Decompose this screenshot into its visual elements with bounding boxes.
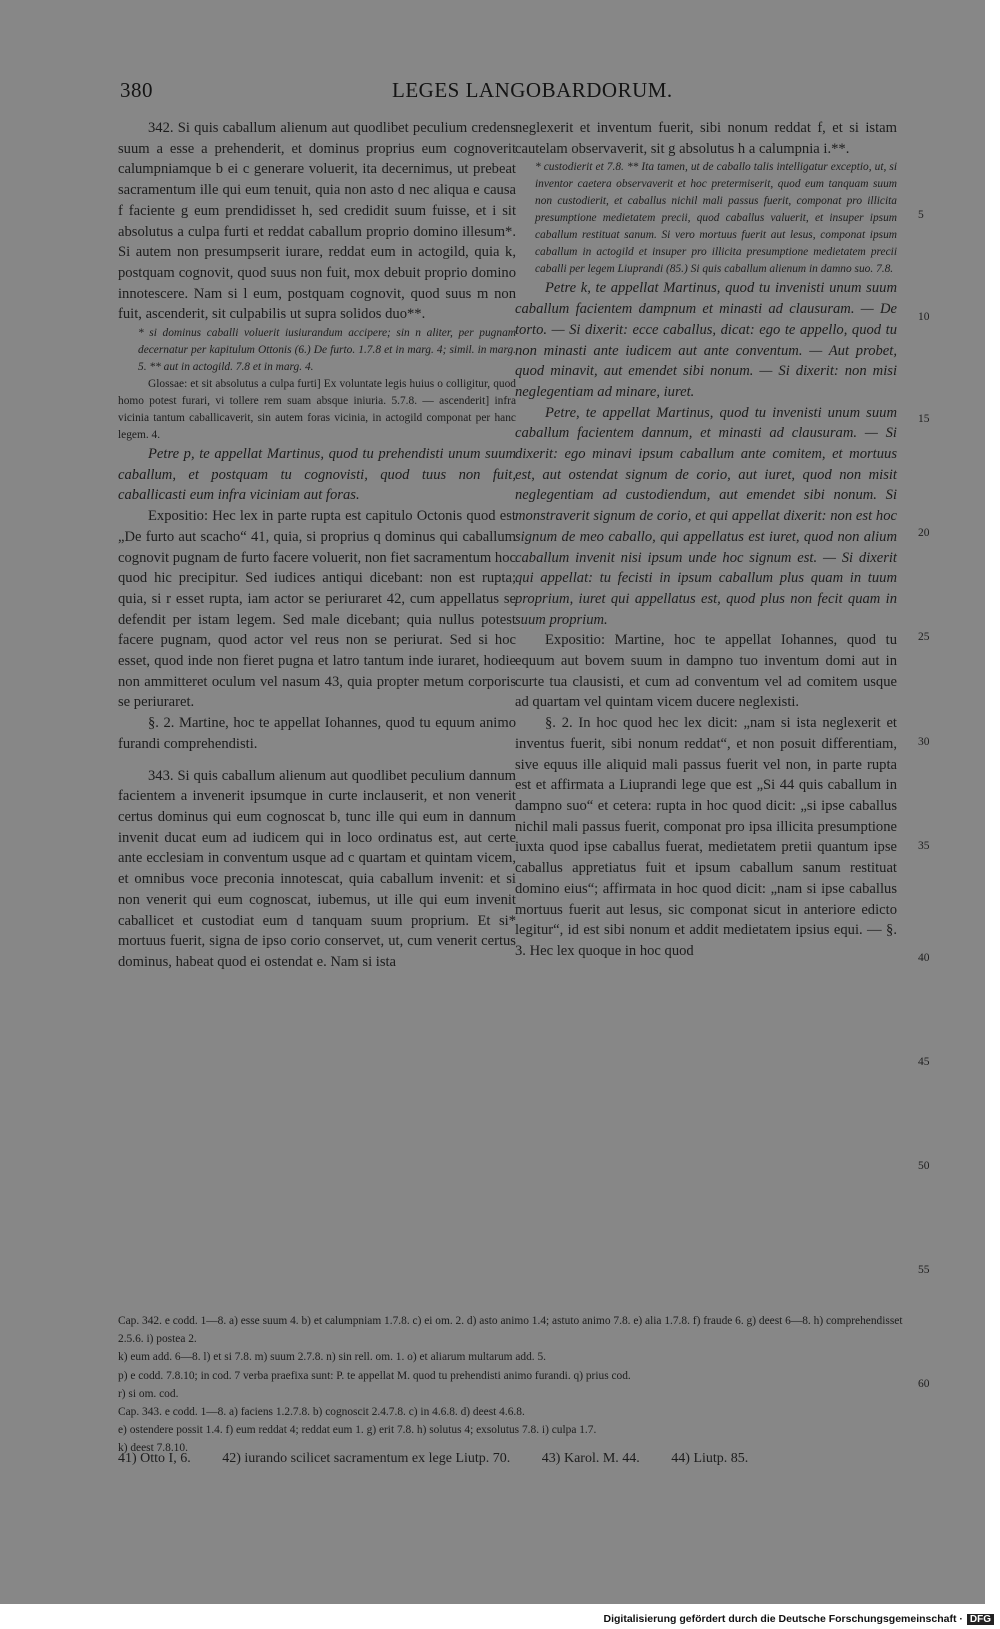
right-column <box>515 118 897 962</box>
section-2-right: §. 2. In hoc quod hec lex dicit: „nam si ista neglexerit et inventus fuerit, sibi nonum reddat“, et non posuit differentiam, sive equus ille aliquid mali passus fuerit vel non, in parte rupta est et affirmata a Liuprandi lege que est „Si 44 quis caballum in dampno suo“ et cetera: rupta in hoc quod dicit: „si ipse caballus nichil mali passus fuerit, componat pro ipsa illicita presumptione iuxta quod ipse caballus fuerat, medietatem pretii quantum ipse caballus appretiatus fuit et ipsum caballum sanum restituat domino eius“; affirmata in hoc quod dicit: „nam si ipse caballus mortuus fuerit aut lesus, sic componat sicut in anteriore edicto legitur“, id est sibi nonum et addit medietatem ipsius equi. — §. 3. Hec lex quoque in hoc quod <box>515 715 897 959</box>
apparatus-line: Cap. 343. e codd. 1—8. a) faciens 1.2.7.8. b) cognoscit 2.4.7.8. c) in 4.6.8. d) deest 4.6.8. <box>118 1406 525 1419</box>
line-number: 60 <box>918 1378 930 1390</box>
line-number: 20 <box>918 527 930 539</box>
line-number: 25 <box>918 631 930 643</box>
chapter-342-text: 342. Si quis caballum alienum aut quodlibet peculium credens suum a esse a prehenderit, et dominus proprius eum cognoverit calumpniamque b ei c generare voluerit, ita decernimus, ut prebeat sacramentum ille qui eum tenuit, quia non asto d nec aliqua e causa f faciente g eum prendidisset h, sed credidit suum fuisse, et i sit absolutus a culpa furti et reddat caballum proprio domino illesum*. Si autem non presumpserit iurare, reddat eum in actogild, quia k, postquam cognovit, quod suus non fuit, mox debuit proprio domino innotescere. Nam si l eum, postquam cognovit, quod suus m non fuit, ascenderit, sit culpabilis ut supra solidos duo**. <box>118 120 516 323</box>
running-title: LEGES LANGOBARDORUM. <box>392 78 673 102</box>
footnotes <box>118 1451 776 1467</box>
footnote: 43) Karol. M. 44. <box>541 1451 640 1466</box>
chapter-343-continued: neglexerit et inventum fuerit, sibi nonum reddat f, et si istam cautelam observaverit, sit g absolutus h a calumpnia i.**. <box>515 120 897 157</box>
note-342: * si dominus caballi voluerit iusiurandum accipere; sin n aliter, per pugnam decernatur per kapitulum Ottonis (6.) De furto. 1.7.8 et in marg. 4; simil. in marg. 5. ** aut in actogild. 7.8 et in marg. 4. <box>138 327 516 374</box>
apparatus-line: k) deest 7.8.10. <box>118 1442 188 1455</box>
critical-apparatus <box>118 1312 926 1458</box>
line-number: 5 <box>918 209 924 221</box>
digitization-credit <box>604 1613 995 1625</box>
footnote: 44) Liutp. 85. <box>671 1451 749 1466</box>
expositio: Expositio: Hec lex in parte rupta est capitulo Octonis quod est „De furto aut scacho“ 41, quia, si proprius q dominus qui caballum cognovit pugnam de furto facere voluerit, non fiet sacramentum hoc quod hic precipitur. Sed iudices antiqui dicebant: non est rupta; quia, si r esset rupta, iam actor se periuraret 42, cum appellatus se defendit per istam legem. Sed male dicebant; quia nullus potest facere pugnam, quod actor vel reus non se periurat. Sed si hoc esset, quod inde non fieret pugna et latro tantum inde iuraret, hodie non ammitteret oculum vel nasum 43, quia propter metum corporis se periuraret. <box>118 508 516 711</box>
line-number: 45 <box>918 1056 930 1068</box>
expositio-2: Expositio: Martine, hoc te appellat Iohannes, quod tu equum aut bovem suum in dampno tuo inventum domi aut in curte tua clausisti, et cum ad conventum vel ad comitem usque ad quartam vel quintam vicem ducere neglexisti. <box>515 632 897 711</box>
line-number: 40 <box>918 952 930 964</box>
page-number: 380 <box>120 78 153 102</box>
glossae: Glossae: et sit absolutus a culpa furti] Ex voluntate legis huius o colligitur, quod homo potest furari, vi tollere rem suam absque iniuria. 5.7.8. — ascenderit] infra vicinia tantum caballicaverit, sin autem foras vicinia, in actogild componat per hanc legem. 4. <box>118 378 516 442</box>
credit-text: Digitalisierung gefördert durch die Deutsche Forschungsgemeinschaft · <box>603 1613 963 1625</box>
left-column <box>118 118 516 973</box>
footnote: 42) iurando scilicet sacramentum ex lege Liutp. 70. <box>222 1451 511 1466</box>
line-number: 55 <box>918 1264 930 1276</box>
line-number: 35 <box>918 840 930 852</box>
footnote: 41) Otto I, 6. <box>118 1451 191 1466</box>
dfg-logo: DFG <box>967 1614 994 1625</box>
apparatus-line: Cap. 342. e codd. 1—8. a) esse suum 4. b) et calumpniam 1.7.8. c) ei om. 2. d) asto animo 1.4; astuto animo 7.8. e) alia 1.7.8. f) fraude 6. g) deest 6—8. h) comprehendisset 2.5.6. i) postea 2. <box>118 1315 903 1346</box>
line-number: 10 <box>918 311 930 323</box>
formula-petre-1: Petre k, te appellat Martinus, quod tu invenisti unum suum caballum facientem dampnum et minasti ad clausuram. — De torto. — Si dixerit: ecce caballus, dicat: ego te appello, quod tu non minasti ante iudicem aut ante conventum. — Aut probet, quod minavit, aut emendet sibi nonum. — Si dixerit: non misi neglegentiam ad minare, iuret. <box>515 280 897 400</box>
apparatus-line: r) si om. cod. <box>118 1387 179 1400</box>
line-number: 15 <box>918 413 930 425</box>
formula-petre: Petre p, te appellat Martinus, quod tu prehendisti unum suum caballum, et postquam tu cognovisti, quod tuus non fuit, caballicasti eum infra viciniam aut foras. <box>118 446 516 504</box>
line-number: 50 <box>918 1160 930 1172</box>
line-number: 30 <box>918 736 930 748</box>
apparatus-line: k) eum add. 6—8. l) et si 7.8. m) suum 2.7.8. n) sin rell. om. 1. o) et aliarum multarum add. 5. <box>118 1351 547 1364</box>
apparatus-line: p) e codd. 7.8.10; in cod. 7 verba praefixa sunt: P. te appellat M. quod tu prehendisti animo furandi. q) prius cod. <box>118 1369 631 1382</box>
chapter-343-text: 343. Si quis caballum alienum aut quodlibet peculium dannum facientem a invenerit ipsumque in curte inclauserit, et non venerit certus dominus qui eum cognoscat b, tunc ille qui eum in dannum invenit ducat eum ad iudicem qui in loco ordinatus est, aut certe ante ecclesiam in conventum usque ad c quartam et quintam vicem, et omnibus voce preconia innotescat, quia caballum invenit: et si non venerit qui eum cognoscat, iubemus, ut ille qui eum invenit caballicet et custodiat eum d tanquam suum proprium. Et si* mortuus fuerit, signa de ipso corio conservet, ut, cum venerit certus dominus, habeat quod ei ostendat e. Nam si ista <box>118 767 516 970</box>
apparatus-line: e) ostendere possit 1.4. f) eum reddat 4; reddat eum 1. g) erit 7.8. h) solutus 4; exsolutus 7.8. i) culpa 1.7. <box>118 1424 597 1437</box>
section-2: §. 2. Martine, hoc te appellat Iohannes, quod tu equum animo furandi comprehendisti. <box>118 715 516 752</box>
formula-petre-2: Petre, te appellat Martinus, quod tu invenisti unum suum caballum facientem dannum, et minasti ad clausuram. — Si dixerit: ego minavi ipsum caballum ante comitem, et mortuus est, aut ostendat signum de corio, aut iuret, quod non misit neglegentiam ad custodiendum, aut emendet sibi nonum. Si monstraverit signum de corio, et qui appellat dixerit: non est hoc signum de meo caballo, qui appellatus est iuret, quod non alium caballum invenit nisi ipsum unde hoc signum est. — Si dixerit qui appellat: tu fecisti in ipsum caballum plus quam in tuum proprium, iuret qui appellatus est, quod plus non fecit quam in suum proprium. <box>515 404 897 628</box>
note-343: * custodierit et 7.8. ** Ita tamen, ut de caballo talis intelligatur exceptio, ut, si inventor caetera observaverit et hoc pretermiserit, quod eum tanquam suum non custodierit, et caballus nichil mali passus fuerit, componat pro illicita presumptione medietatem precii, quod caballus valuerit, et insuper ipsum caballum restituat sanum. Si vero mortuus fuerit aut lesus, componat ipsum caballum in actogild et insuper pro illicita presumptione medietatem precii caballi per legem Liuprandi (85.) Si quis caballum alienum in damno suo. 7.8. <box>535 161 897 276</box>
